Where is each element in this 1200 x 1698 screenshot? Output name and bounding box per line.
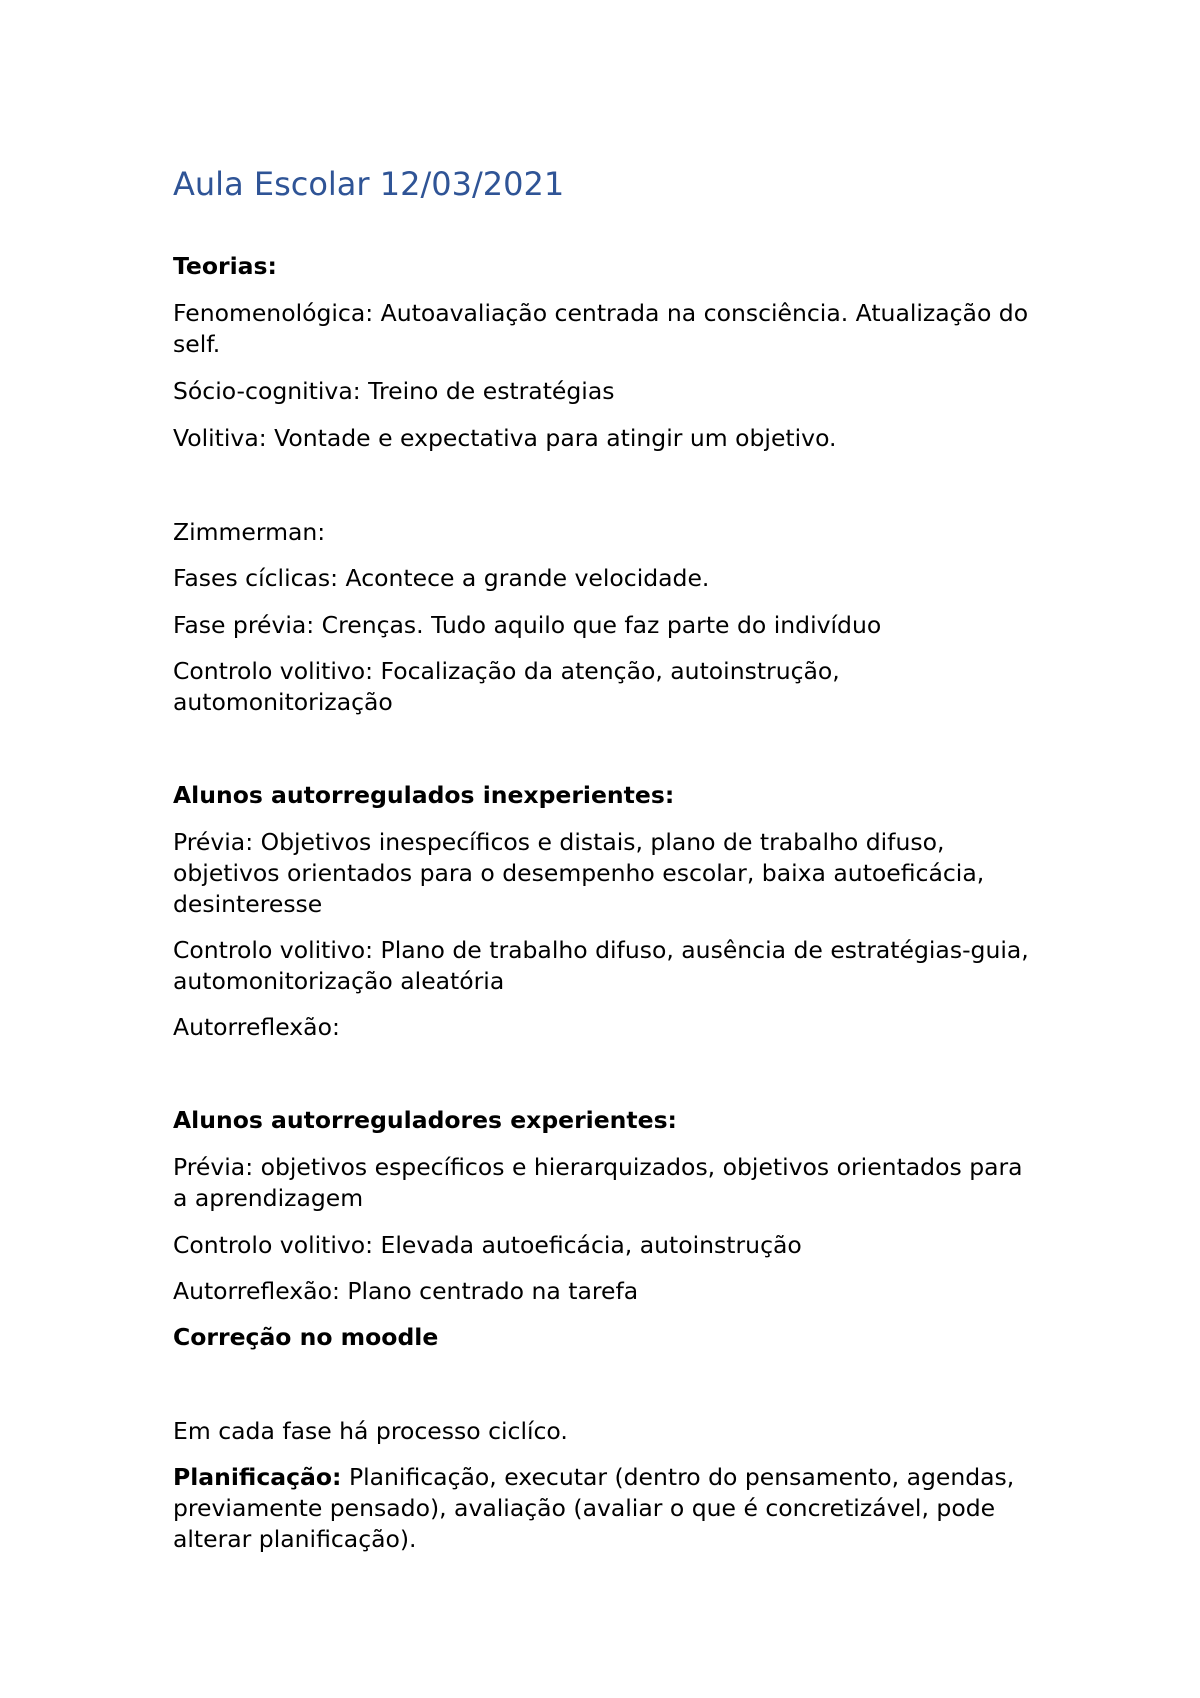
paragraph-previa-inexperientes bbox=[173, 827, 1043, 920]
paragraph-socio-cognitiva bbox=[173, 376, 1043, 407]
body-text: Volitiva: Vontade e expectativa para atingir um objetivo. bbox=[173, 424, 837, 452]
bold-text: Correção no moodle bbox=[173, 1323, 439, 1351]
body-text: Zimmerman: bbox=[173, 518, 326, 546]
paragraph-autorreflexao-1 bbox=[173, 1012, 1043, 1043]
paragraph-inexperientes-heading bbox=[173, 780, 1043, 811]
body-text: Controlo volitivo: Plano de trabalho difuso, ausência de estratégias-guia, automonitorização aleatória bbox=[173, 936, 1029, 995]
bold-text: Planificação: bbox=[173, 1463, 342, 1491]
bold-text: Alunos autorregulados inexperientes: bbox=[173, 781, 675, 809]
body-text: Prévia: Objetivos inespecíficos e distais, plano de trabalho difuso, objetivos orientados para o desempenho escolar, baixa autoeficácia, desinteresse bbox=[173, 828, 985, 918]
body-text: Controlo volitivo: Elevada autoeficácia, autoinstrução bbox=[173, 1231, 802, 1259]
body-text: Sócio-cognitiva: Treino de estratégias bbox=[173, 377, 615, 405]
paragraph-zimmerman bbox=[173, 517, 1043, 548]
paragraph-teorias-heading bbox=[173, 251, 1043, 282]
paragraph-correcao-moodle bbox=[173, 1322, 1043, 1353]
paragraph-fase-previa bbox=[173, 610, 1043, 641]
body-text: Autorreflexão: Plano centrado na tarefa bbox=[173, 1277, 639, 1305]
bold-text: Teorias: bbox=[173, 252, 277, 280]
body-text: Em cada fase há processo ciclíco. bbox=[173, 1417, 568, 1445]
body-text: Controlo volitivo: Focalização da atenção, autoinstrução, automonitorização bbox=[173, 657, 840, 716]
paragraph-controlo-volitivo-1 bbox=[173, 656, 1043, 718]
body-text: Fase prévia: Crenças. Tudo aquilo que faz parte do indivíduo bbox=[173, 611, 882, 639]
body-text: Fases cíclicas: Acontece a grande velocidade. bbox=[173, 564, 710, 592]
paragraph-fases-ciclicas bbox=[173, 563, 1043, 594]
bold-text: Alunos autorreguladores experientes: bbox=[173, 1106, 677, 1134]
paragraph-planificacao bbox=[173, 1462, 1043, 1555]
paragraph-volitiva bbox=[173, 423, 1043, 454]
body-text: Fenomenológica: Autoavaliação centrada na consciência. Atualização do self. bbox=[173, 299, 1029, 358]
body-text: Prévia: objetivos específicos e hierarquizados, objetivos orientados para a aprendizagem bbox=[173, 1153, 1023, 1212]
body-text: Planificação, executar (dentro do pensamento, agendas, previamente pensado), avaliação (avaliar o que é concretizável, pode alterar planificação). bbox=[173, 1463, 1015, 1553]
paragraph-processo-ciclico bbox=[173, 1416, 1043, 1447]
paragraph-fenomenologica bbox=[173, 298, 1043, 360]
paragraph-previa-experientes bbox=[173, 1152, 1043, 1214]
body-text: Autorreflexão: bbox=[173, 1013, 340, 1041]
paragraph-experientes-heading bbox=[173, 1105, 1043, 1136]
document-title: Aula Escolar 12/03/2021 bbox=[173, 165, 565, 203]
paragraph-controlo-volitivo-3 bbox=[173, 1230, 1043, 1261]
paragraph-controlo-volitivo-2 bbox=[173, 935, 1043, 997]
paragraph-autorreflexao-2 bbox=[173, 1276, 1043, 1307]
